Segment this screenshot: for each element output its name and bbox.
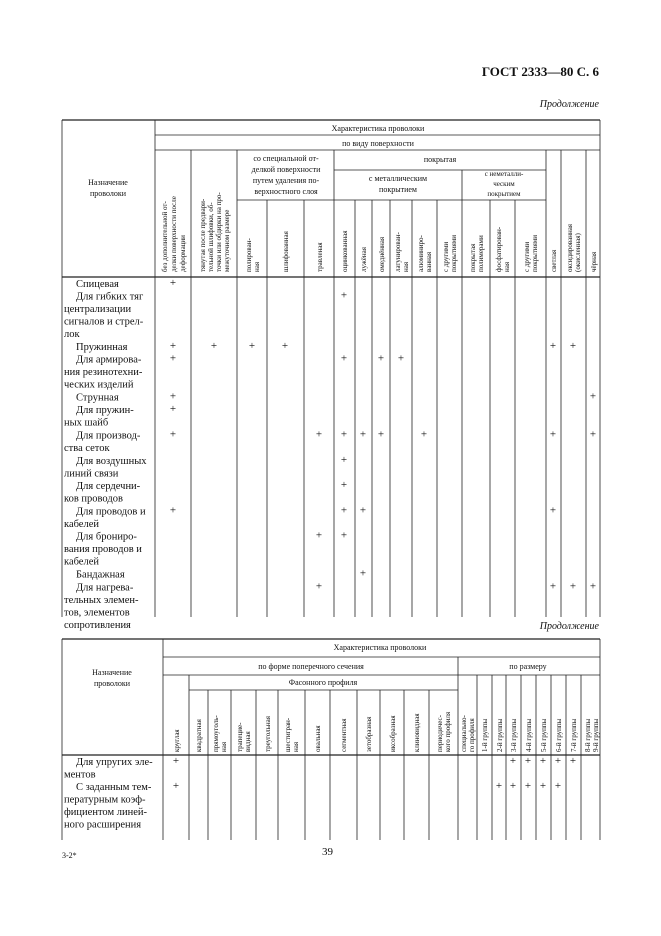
footer-code: 3-2* — [62, 851, 77, 860]
table1-plus-mark: + — [169, 277, 177, 289]
table2-col-header: шестигран- — [284, 717, 292, 752]
table2-plus-mark: + — [554, 755, 562, 767]
table1-col-header: чёрная — [590, 251, 598, 272]
table1-nonmetallic-label: покрытием — [487, 190, 521, 198]
table1-col-no-extra: без дополнительной от- — [161, 201, 169, 272]
table2-row-label: пературным коэф- — [64, 794, 146, 806]
table1-row-label: Пружинная — [76, 341, 128, 353]
table1-col-header: оцинкованная — [341, 230, 349, 272]
table1-col-drawn: межуточном размере — [223, 209, 231, 272]
table2-plus-mark: + — [172, 755, 180, 767]
table1-plus-mark: + — [340, 428, 348, 441]
table1-plus-mark: + — [210, 339, 218, 352]
table2-col-header: 9-й группы — [592, 718, 600, 752]
table2-col-header: иксобразная — [389, 715, 397, 752]
table2-col-header: 3-й группы — [510, 718, 518, 752]
table2-plus-mark: + — [524, 780, 532, 792]
table1-nonmetallic-label: ческим — [493, 180, 515, 188]
table2-col-header: треугольная — [264, 716, 272, 752]
table2-col-header: кого профиля — [444, 711, 452, 752]
table1-col-header: омеднённая — [378, 236, 386, 272]
table1-col-header: полирован- — [245, 238, 253, 272]
table1-row-label: Для сердечни- — [76, 481, 141, 493]
table1-row-label: кабелей — [64, 556, 99, 568]
table1-plus-mark: + — [340, 479, 348, 492]
table2-col-header: видная — [244, 731, 252, 752]
table2-col-header: сегментная — [340, 718, 348, 752]
table1-col-header: шлифованная — [282, 231, 290, 272]
table1-plus-mark: + — [315, 428, 323, 441]
table1-plus-mark: + — [359, 428, 367, 441]
table1-plus-mark: + — [549, 428, 557, 441]
table2-col-header: 5-й группы — [540, 718, 548, 752]
table1-col-header: алюминиро- — [417, 235, 425, 272]
table1-row-label: Для брониро- — [76, 531, 137, 543]
table1-col-drawn: точки или обдирки на про- — [215, 192, 223, 272]
table1-row-label: сигналов и стрел- — [64, 316, 144, 328]
table2-plus-mark: + — [524, 755, 532, 767]
table1-special-group: со специальной от- — [253, 154, 319, 163]
table2-col-header: трапецие- — [236, 722, 244, 752]
table2-by-size: по размеру — [509, 662, 547, 671]
table1-col-header: фосфатирован- — [495, 226, 503, 272]
table1-stub-header: Назначение — [88, 178, 128, 187]
table1-row-label: Для нагрева- — [76, 582, 134, 594]
table1-plus-mark: + — [589, 580, 597, 593]
table1-row-label: Для армирова- — [76, 354, 142, 366]
table1-plus-mark: + — [169, 403, 177, 416]
table1-col-no-extra: деформации — [179, 235, 187, 272]
table1-row-label: ческих изделий — [64, 379, 134, 391]
table1-metallic-label: покрытием — [379, 185, 417, 194]
table2-col-header: 2-й группы — [496, 718, 504, 752]
table1-col-header: ная — [503, 261, 511, 272]
table2-row-label: Для упругих эле- — [76, 757, 153, 768]
table2-plus-mark: + — [539, 755, 547, 767]
table2-col-header: 4-й группы — [525, 718, 533, 752]
table1-row-label: Бандажная — [76, 569, 125, 581]
table2-plus-mark: + — [509, 755, 517, 767]
table1-plus-mark: + — [169, 352, 177, 365]
table1-plus-mark: + — [359, 567, 367, 580]
table2-row-label: С заданным тем- — [76, 782, 152, 793]
table2-col-header: квадратная — [195, 719, 203, 752]
table1-row-label: ков проводов — [64, 493, 123, 505]
table1-row-label: Для воздушных — [76, 455, 147, 467]
table2-col-header: 1-й группы — [481, 718, 489, 752]
table2-stub-header: проволоки — [93, 679, 131, 688]
table1-col-header: полимерами — [477, 235, 485, 272]
table1-plus-mark: + — [169, 339, 177, 352]
table1-plus-mark: + — [340, 453, 348, 466]
table1-plus-mark: + — [377, 428, 385, 441]
table2-plus-mark: + — [172, 780, 180, 792]
table1-col-header: (окисленная) — [574, 233, 582, 272]
table1-col-no-extra: делки поверхности после — [170, 196, 178, 272]
table1-col-header: покрытая — [469, 243, 477, 272]
table1-col-header: покрытиями — [531, 234, 539, 272]
table2-plus-mark: + — [495, 780, 503, 792]
table2-col-header: 7-й группы — [570, 718, 578, 752]
table1-col-header: ванная — [425, 251, 433, 272]
table1-row-label: тов, элементов — [64, 607, 130, 619]
table1-col-drawn: тянутая после предвари- — [199, 198, 207, 272]
table2-plus-mark: + — [539, 780, 547, 792]
table1-plus-mark: + — [569, 580, 577, 593]
table1-col-header: с другими — [523, 241, 531, 272]
table1-plus-mark: + — [589, 428, 597, 441]
table1-plus-mark: + — [549, 580, 557, 593]
table1-col-header: оксидированная — [566, 223, 574, 272]
table2-col-header: 6-й группы — [555, 718, 563, 752]
table2-by-shape: по форме поперечного сечения — [258, 662, 364, 671]
table1-plus-mark: + — [549, 504, 557, 517]
table1-row-label: линий связи — [64, 468, 119, 480]
table1-row-label: Для пружин- — [76, 405, 134, 417]
table2-row-label: фициентом линей- — [64, 807, 147, 818]
table2-col-header: ная — [292, 741, 300, 752]
table1-plus-mark: + — [169, 504, 177, 517]
table2-col-header: прямоуголь- — [212, 715, 220, 752]
table1-plus-mark: + — [549, 339, 557, 352]
table1-coated-label: покрытая — [423, 155, 457, 164]
table1-special-group: верхностного слоя — [254, 187, 318, 196]
table1-plus-mark: + — [340, 352, 348, 365]
table1-col-drawn: тельной шлифовки, об- — [207, 202, 215, 272]
table1-col-header: латунирован- — [394, 232, 402, 272]
table1-col-header: светлая — [550, 249, 558, 272]
table1-row-label: Для гибких тяг — [76, 291, 144, 303]
table1-col-header: лужёная — [360, 247, 368, 272]
page-number: 39 — [322, 846, 333, 858]
table2-col-header: ная — [220, 741, 228, 752]
table1-col-header: покрытиями — [450, 234, 458, 272]
table2-row-label: ного расширения — [64, 819, 142, 831]
table2-plus-mark: + — [554, 780, 562, 792]
table2-col-header: клиновидная — [413, 713, 421, 752]
table1-plus-mark: + — [377, 352, 385, 365]
continued-label-mid: Продолжение — [539, 621, 599, 632]
table1-special-group: делкой поверхности — [251, 165, 321, 174]
table1-plus-mark: + — [397, 352, 405, 365]
table1-row-label: ных шайб — [64, 417, 109, 429]
document-header: ГОСТ 2333—80 С. 6 — [481, 64, 599, 79]
table1-plus-mark: + — [315, 580, 323, 593]
table2-col-header: специально- — [460, 715, 468, 752]
table2-top-title: Характеристика проволоки — [333, 643, 427, 652]
table1-plus-mark: + — [169, 390, 177, 403]
continued-label-top: Продолжение — [539, 99, 599, 110]
table1-row-label: кабелей — [64, 518, 99, 530]
table1-col-header: травленая — [316, 242, 324, 272]
table1-row-label: сопротивления — [64, 619, 131, 631]
table1-row-label: вания проводов и — [64, 544, 142, 556]
table1-sub-title: по виду поверхности — [342, 139, 414, 148]
table1-plus-mark: + — [340, 504, 348, 517]
table1-row-label: тельных элемен- — [64, 594, 139, 606]
table2-stub-header: Назначение — [92, 668, 132, 677]
table2-col-header: го профиля — [468, 718, 476, 752]
table1-stub-header: проволоки — [89, 189, 127, 198]
table1-row-label: лок — [64, 329, 80, 340]
table2-plus-mark: + — [569, 755, 577, 767]
table1-top-title: Характеристика проволоки — [331, 124, 425, 133]
table1-plus-mark: + — [569, 339, 577, 352]
table1-plus-mark: + — [340, 289, 348, 302]
table1-row-label: Струнная — [76, 392, 119, 404]
table1-row-label: Для проводов и — [76, 506, 146, 518]
table2-col-header: периодичес- — [436, 715, 444, 752]
table1-plus-mark: + — [169, 428, 177, 441]
table1-nonmetallic-label: с неметалли- — [484, 170, 524, 178]
table1-col-header: с другими — [442, 241, 450, 272]
table1-plus-mark: + — [315, 529, 323, 542]
table1-plus-mark: + — [248, 339, 256, 352]
table2-col-header: овальная — [314, 725, 322, 752]
table2-col-header: 8-й группы — [584, 718, 592, 752]
table2-col-header: зетобразная — [365, 716, 373, 752]
table1-row-label: централизации — [64, 304, 132, 315]
table1-plus-mark: + — [340, 529, 348, 542]
table2-row-label: ментов — [64, 769, 96, 781]
table1-metallic-label: с металлическим — [368, 174, 428, 183]
table1-special-group: путем удаления по- — [252, 176, 320, 185]
table1-plus-mark: + — [281, 339, 289, 352]
table1-row-label: ства сеток — [64, 443, 110, 454]
table1-row-label: Спицевая — [76, 279, 119, 290]
table2-plus-mark: + — [509, 780, 517, 792]
table1-row-label: ния резинотехни- — [64, 367, 143, 379]
table2-shaped-label: Фасонного профиля — [288, 678, 358, 687]
table1-plus-mark: + — [589, 390, 597, 403]
table2-col-header: круглая — [173, 729, 181, 752]
table1-row-label: Для производ- — [76, 430, 141, 442]
table1-plus-mark: + — [359, 504, 367, 517]
table1-col-header: ная — [402, 261, 410, 272]
table1-col-header: ная — [253, 261, 261, 272]
table1-plus-mark: + — [420, 428, 428, 441]
